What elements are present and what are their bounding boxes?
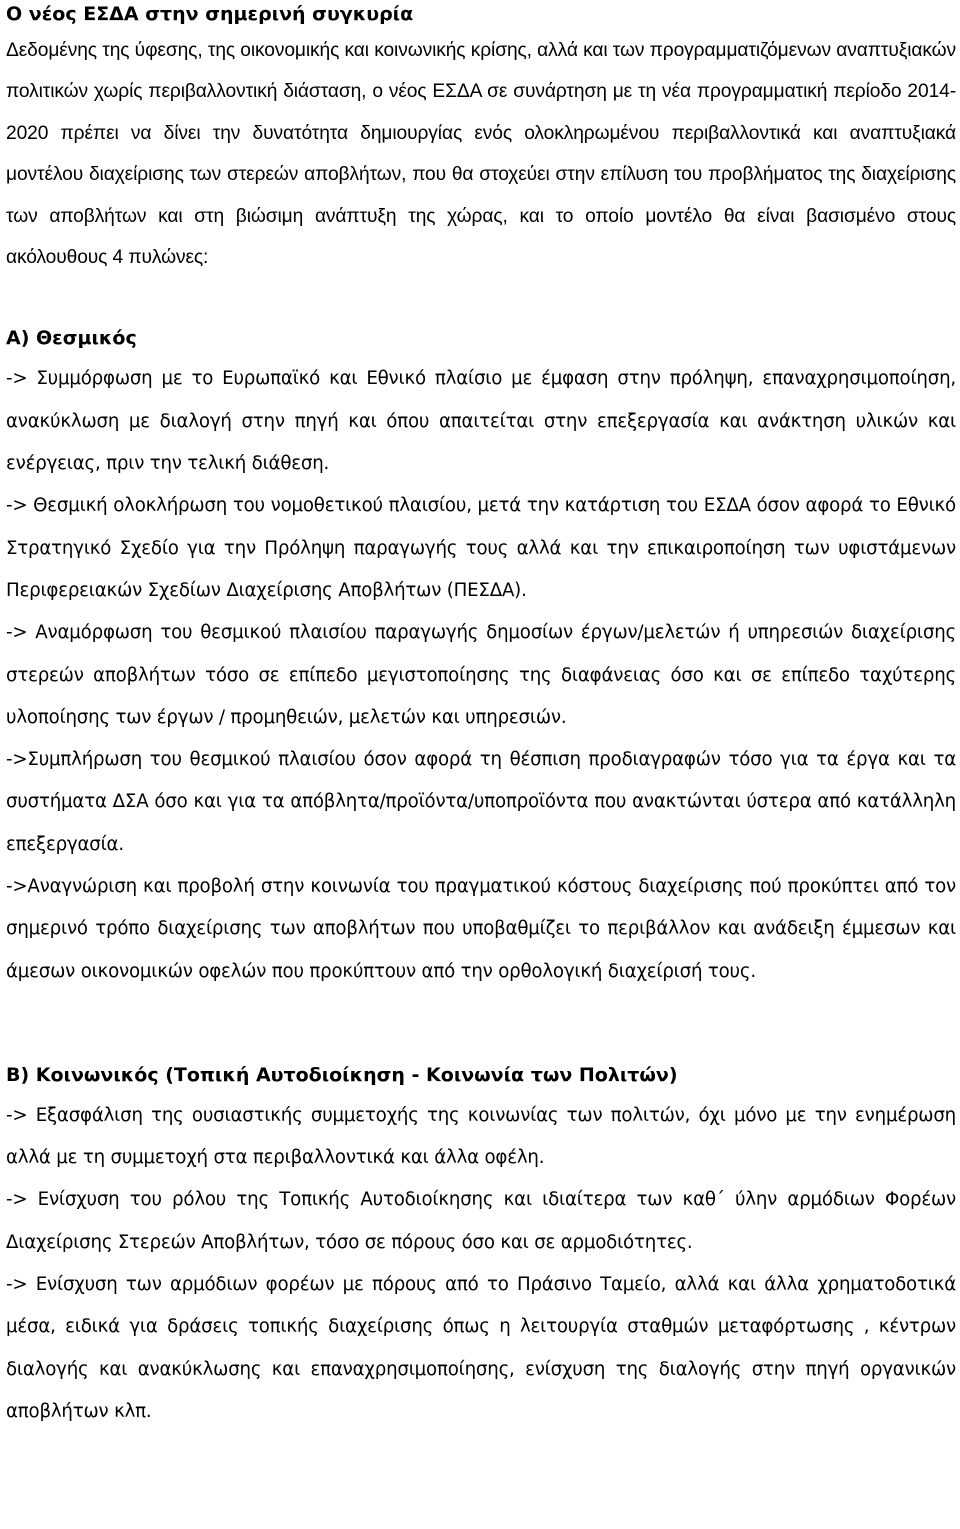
list-item: -> Θεσμική ολοκλήρωση του νομοθετικού πλαισίου, μετά την κατάρτιση του ΕΣΔΑ όσον αφορά το Εθνικό Στρατηγικό Σχεδίο για την Πρόληψη παραγωγής τους αλλά και την επικαιροποίηση των υφιστάμενων Περιφερειακών Σχεδίων Διαχείρισης Αποβλήτων (ΠΕΣΔΑ).	[6, 495, 956, 601]
document-page	[6, 0, 956, 1433]
section-social	[6, 1055, 956, 1433]
list-item: ->Αναγνώριση και προβολή στην κοινωνία του πραγματικού κόστους διαχείρισης πού προκύπτει από τον σημερινό τρόπο διαχείρισης των αποβλήτων που υποβαθμίζει το περιβάλλον και ανάδειξη έμμεσων και άμεσων οικονομικών οφελών που προκύπτουν από την ορθολογική διαχείρισή τους.	[6, 876, 956, 982]
intro-paragraph: Δεδομένης της ύφεσης, της οικονομικής και κοινωνικής κρίσης, αλλά και των προγραμματιζόμενων αναπτυξιακών πολιτικών χωρίς περιβαλλοντική διάσταση, ο νέος ΕΣΔΑ σε συνάρτηση με τη νέα προγραμματική περίοδο 2014-2020 πρέπει να δίνει την δυνατότητα δημιουργίας ενός ολοκληρωμένου περιβαλλοντικά και αναπτυξιακά μοντέλου διαχείρισης των στερεών αποβλήτων, που θα στοχεύει στην επίλυση του προβλήματος της διαχείρισης των αποβλήτων και στη βιώσιμη ανάπτυξη της χώρας, και το οποίο μοντέλο θα είναι βασισμένο στους ακόλουθους 4 πυλώνες:	[6, 40, 956, 269]
list-item: -> Συμμόρφωση με το Ευρωπαϊκό και Εθνικό πλαίσιο με έμφαση στην πρόληψη, επαναχρησιμοποίηση, ανακύκλωση με διαλογή στην πηγή και όπου απαιτείται στην επεξεργασία και ανάκτηση υλικών και ενέργειας, πριν την τελική διάθεση.	[6, 368, 956, 475]
section-heading-social: Β) Κοινωνικός (Τοπική Αυτοδιοίκηση - Κοινωνία των Πολιτών)	[6, 1063, 678, 1086]
section-institutional	[6, 318, 956, 992]
list-item: ->Συμπλήρωση του θεσμικού πλαισίου όσον αφορά τη θέσπιση προδιαγραφών τόσο για τα έργα και τα συστήματα ΔΣΑ όσο και για τα απόβλητα/προϊόντα/υποπροϊόντα που ανακτώνται ύστερα από κατάλληλη επεξεργασία.	[6, 749, 956, 855]
list-item: -> Ενίσχυση των αρμόδιων φορέων με πόρους από το Πράσινο Ταμείο, αλλά και άλλα χρηματοδοτικά μέσα, ειδικά για δράσεις τοπικής διαχείρισης όπως η λειτουργία σταθμών μεταφόρτωσης , κέντρων διαλογής και ανακύκλωσης και επαναχρησιμοποίησης, ενίσχυση της διαλογής στην πηγή οργανικών αποβλήτων κλπ.	[6, 1274, 956, 1422]
list-item: -> Εξασφάλιση της ουσιαστικής συμμετοχής της κοινωνίας των πολιτών, όχι μόνο με την ενημέρωση αλλά με τη συμμετοχή στα περιβαλλοντικά και άλλα οφέλη.	[6, 1104, 956, 1169]
section-heading-institutional: Α) Θεσμικός	[6, 327, 137, 350]
list-item: -> Ενίσχυση του ρόλου της Τοπικής Αυτοδιοίκησης και ιδιαίτερα των καθ΄ ύλην αρμόδιων Φορέων Διαχείρισης Στερεών Αποβλήτων, τόσο σε πόρους όσο και σε αρμοδιότητες.	[6, 1189, 956, 1253]
document-title: Ο νέος ΕΣΔΑ στην σημερινή συγκυρία	[6, 3, 414, 25]
list-item: -> Αναμόρφωση του θεσμικού πλαισίου παραγωγής δημοσίων έργων/μελετών ή υπηρεσιών διαχείρισης στερεών αποβλήτων τόσο σε επίπεδο μεγιστοποίησης της διαφάνειας όσο και σε επίπεδο ταχύτερης υλοποίησης των έργων / προμηθειών, μελετών και υπηρεσιών.	[6, 622, 956, 728]
